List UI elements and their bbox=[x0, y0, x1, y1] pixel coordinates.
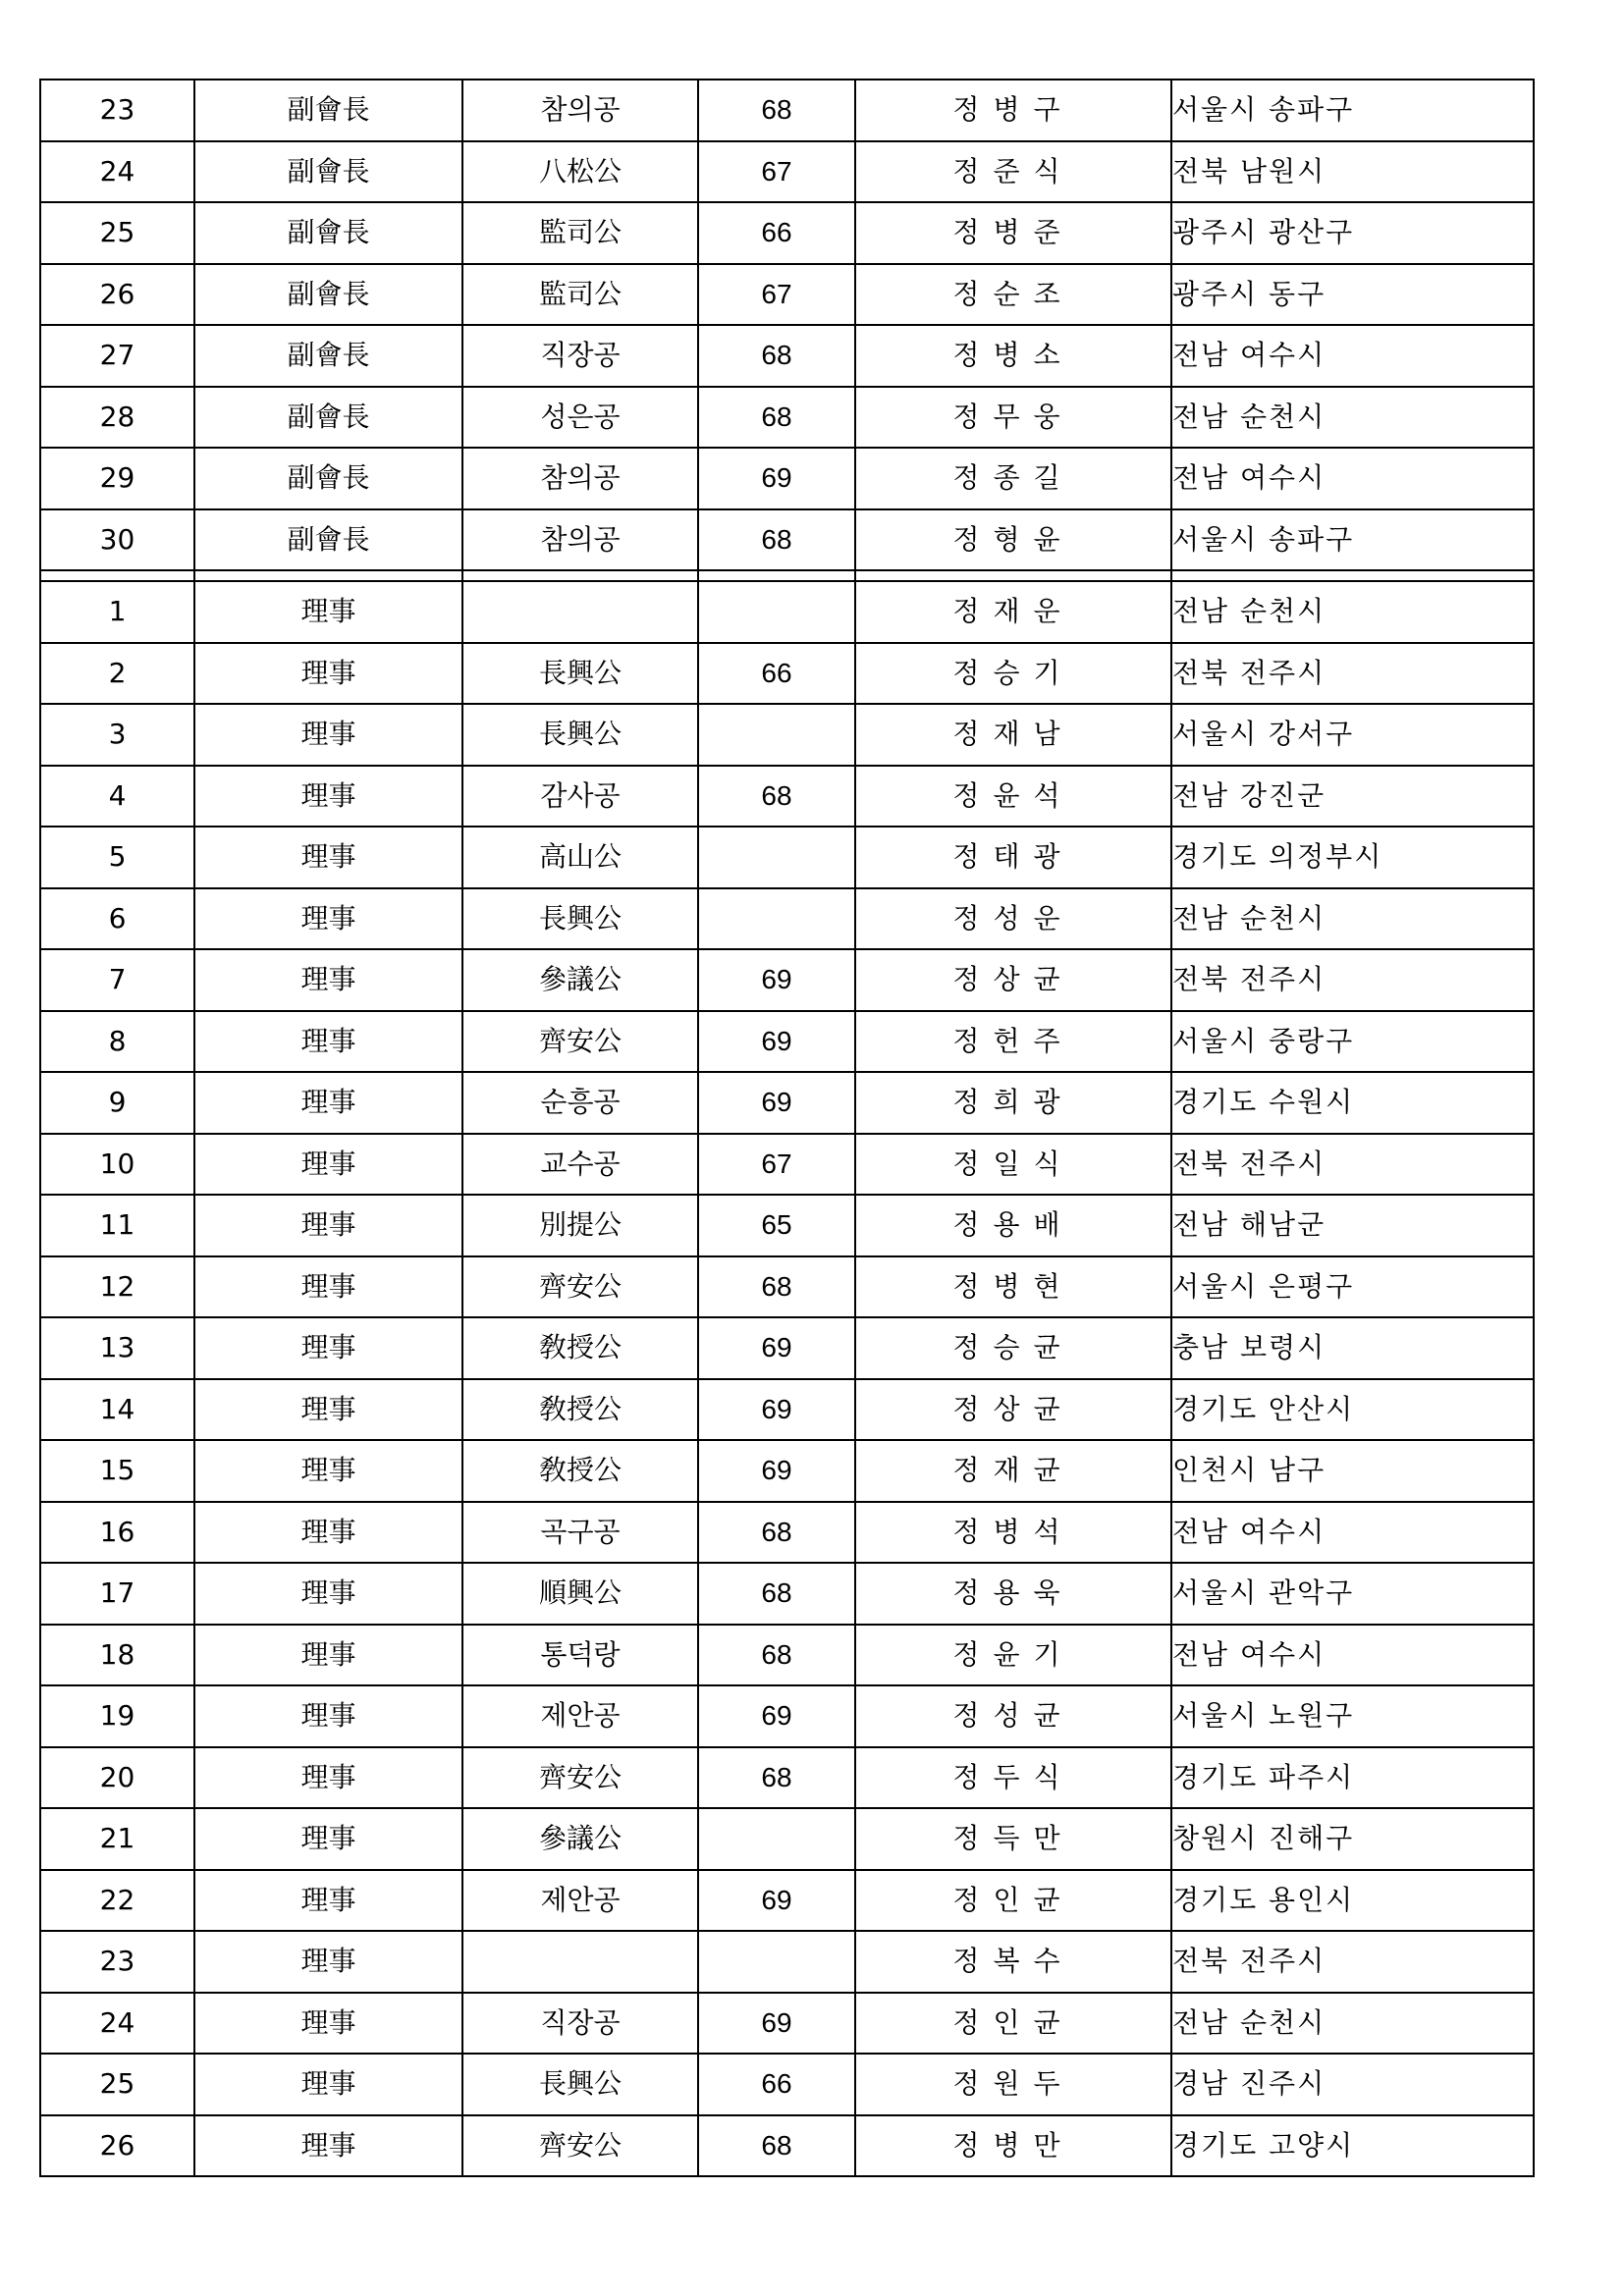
roster-body bbox=[40, 80, 1534, 2176]
address-cell: 경남 진주시 bbox=[1171, 2054, 1534, 2115]
position-cell: 理事 bbox=[194, 1440, 462, 1502]
name-cell: 정성균 bbox=[855, 1685, 1171, 1747]
address-cell: 경기도 수원시 bbox=[1171, 1072, 1534, 1134]
row-number: 10 bbox=[40, 1134, 194, 1196]
generation-cell: 68 bbox=[698, 2115, 855, 2177]
generation-cell: 65 bbox=[698, 1195, 855, 1256]
generation-cell: 68 bbox=[698, 387, 855, 449]
position-cell: 理事 bbox=[194, 1685, 462, 1747]
position-cell: 理事 bbox=[194, 704, 462, 766]
address-cell: 전남 순천시 bbox=[1171, 888, 1534, 950]
row-number: 26 bbox=[40, 2115, 194, 2177]
branch-cell: 齊安公 bbox=[462, 1747, 698, 1809]
name-cell: 정상균 bbox=[855, 949, 1171, 1011]
branch-cell: 교수공 bbox=[462, 1134, 698, 1196]
generation-cell: 69 bbox=[698, 1072, 855, 1134]
table-row bbox=[40, 1747, 1534, 1809]
position-cell: 理事 bbox=[194, 1625, 462, 1686]
position-cell: 理事 bbox=[194, 1563, 462, 1625]
position-cell: 理事 bbox=[194, 2115, 462, 2177]
table-row bbox=[40, 704, 1534, 766]
name-cell: 정윤기 bbox=[855, 1625, 1171, 1686]
table-row bbox=[40, 509, 1534, 571]
generation-cell bbox=[698, 1808, 855, 1870]
position-cell: 理事 bbox=[194, 1379, 462, 1441]
position-cell: 理事 bbox=[194, 581, 462, 643]
table-row bbox=[40, 827, 1534, 888]
position-cell: 理事 bbox=[194, 1011, 462, 1073]
name-cell: 정병구 bbox=[855, 80, 1171, 141]
branch-cell: 參議公 bbox=[462, 1808, 698, 1870]
position-cell: 理事 bbox=[194, 1870, 462, 1932]
row-number: 14 bbox=[40, 1379, 194, 1441]
divider-cell bbox=[855, 570, 1171, 581]
branch-cell: 敎授公 bbox=[462, 1379, 698, 1441]
table-row bbox=[40, 1808, 1534, 1870]
position-cell: 理事 bbox=[194, 643, 462, 705]
generation-cell: 68 bbox=[698, 1563, 855, 1625]
position-cell: 理事 bbox=[194, 1931, 462, 1993]
name-cell: 정재균 bbox=[855, 1440, 1171, 1502]
branch-cell: 齊安公 bbox=[462, 1256, 698, 1318]
table-row bbox=[40, 387, 1534, 449]
generation-cell: 69 bbox=[698, 1993, 855, 2055]
generation-cell: 68 bbox=[698, 325, 855, 387]
name-cell: 정복수 bbox=[855, 1931, 1171, 1993]
branch-cell: 八松公 bbox=[462, 141, 698, 203]
row-number: 25 bbox=[40, 202, 194, 264]
position-cell: 理事 bbox=[194, 1808, 462, 1870]
address-cell: 서울시 중랑구 bbox=[1171, 1011, 1534, 1073]
generation-cell: 69 bbox=[698, 448, 855, 509]
address-cell: 전남 순천시 bbox=[1171, 387, 1534, 449]
branch-cell: 제안공 bbox=[462, 1870, 698, 1932]
position-cell: 副會長 bbox=[194, 448, 462, 509]
address-cell: 서울시 송파구 bbox=[1171, 80, 1534, 141]
table-row bbox=[40, 1870, 1534, 1932]
row-number: 19 bbox=[40, 1685, 194, 1747]
address-cell: 광주시 광산구 bbox=[1171, 202, 1534, 264]
branch-cell: 監司公 bbox=[462, 202, 698, 264]
table-row bbox=[40, 1685, 1534, 1747]
row-number: 1 bbox=[40, 581, 194, 643]
table-row bbox=[40, 949, 1534, 1011]
address-cell: 서울시 은평구 bbox=[1171, 1256, 1534, 1318]
row-number: 16 bbox=[40, 1502, 194, 1564]
generation-cell: 66 bbox=[698, 202, 855, 264]
name-cell: 정병준 bbox=[855, 202, 1171, 264]
generation-cell: 68 bbox=[698, 80, 855, 141]
row-number: 24 bbox=[40, 1993, 194, 2055]
table-row bbox=[40, 888, 1534, 950]
row-number: 11 bbox=[40, 1195, 194, 1256]
generation-cell: 66 bbox=[698, 2054, 855, 2115]
row-number: 2 bbox=[40, 643, 194, 705]
divider-cell bbox=[1171, 570, 1534, 581]
address-cell: 인천시 남구 bbox=[1171, 1440, 1534, 1502]
row-number: 6 bbox=[40, 888, 194, 950]
address-cell: 서울시 강서구 bbox=[1171, 704, 1534, 766]
table-row bbox=[40, 448, 1534, 509]
table-row bbox=[40, 1011, 1534, 1073]
table-row bbox=[40, 1134, 1534, 1196]
divider-cell bbox=[40, 570, 194, 581]
name-cell: 정승기 bbox=[855, 643, 1171, 705]
branch-cell: 敎授公 bbox=[462, 1440, 698, 1502]
address-cell: 서울시 노원구 bbox=[1171, 1685, 1534, 1747]
address-cell: 전남 순천시 bbox=[1171, 581, 1534, 643]
address-cell: 전북 전주시 bbox=[1171, 1134, 1534, 1196]
table-row bbox=[40, 1931, 1534, 1993]
table-row bbox=[40, 141, 1534, 203]
position-cell: 理事 bbox=[194, 949, 462, 1011]
row-number: 30 bbox=[40, 509, 194, 571]
branch-cell: 長興公 bbox=[462, 888, 698, 950]
row-number: 26 bbox=[40, 264, 194, 326]
name-cell: 정두식 bbox=[855, 1747, 1171, 1809]
table-row bbox=[40, 80, 1534, 141]
branch-cell: 參議公 bbox=[462, 949, 698, 1011]
row-number: 8 bbox=[40, 1011, 194, 1073]
table-row bbox=[40, 1625, 1534, 1686]
name-cell: 정병만 bbox=[855, 2115, 1171, 2177]
row-number: 18 bbox=[40, 1625, 194, 1686]
row-number: 27 bbox=[40, 325, 194, 387]
branch-cell: 순흥공 bbox=[462, 1072, 698, 1134]
row-number: 17 bbox=[40, 1563, 194, 1625]
address-cell: 전북 남원시 bbox=[1171, 141, 1534, 203]
address-cell: 서울시 송파구 bbox=[1171, 509, 1534, 571]
position-cell: 理事 bbox=[194, 1195, 462, 1256]
position-cell: 副會長 bbox=[194, 325, 462, 387]
name-cell: 정상균 bbox=[855, 1379, 1171, 1441]
table-row bbox=[40, 1440, 1534, 1502]
member-roster-table bbox=[39, 79, 1535, 2177]
branch-cell: 곡구공 bbox=[462, 1502, 698, 1564]
row-number: 23 bbox=[40, 80, 194, 141]
branch-cell: 監司公 bbox=[462, 264, 698, 326]
generation-cell: 68 bbox=[698, 1502, 855, 1564]
row-number: 4 bbox=[40, 766, 194, 828]
name-cell: 정헌주 bbox=[855, 1011, 1171, 1073]
address-cell: 전남 여수시 bbox=[1171, 1502, 1534, 1564]
table-row bbox=[40, 1993, 1534, 2055]
position-cell: 理事 bbox=[194, 1072, 462, 1134]
row-number: 21 bbox=[40, 1808, 194, 1870]
table-row bbox=[40, 1072, 1534, 1134]
branch-cell: 제안공 bbox=[462, 1685, 698, 1747]
name-cell: 정무웅 bbox=[855, 387, 1171, 449]
name-cell: 정성운 bbox=[855, 888, 1171, 950]
branch-cell: 敎授公 bbox=[462, 1317, 698, 1379]
table-row bbox=[40, 1256, 1534, 1318]
name-cell: 정윤석 bbox=[855, 766, 1171, 828]
address-cell: 광주시 동구 bbox=[1171, 264, 1534, 326]
generation-cell: 69 bbox=[698, 949, 855, 1011]
branch-cell: 齊安公 bbox=[462, 2115, 698, 2177]
name-cell: 정태광 bbox=[855, 827, 1171, 888]
position-cell: 理事 bbox=[194, 1317, 462, 1379]
address-cell: 전북 전주시 bbox=[1171, 643, 1534, 705]
branch-cell: 성은공 bbox=[462, 387, 698, 449]
address-cell: 경기도 고양시 bbox=[1171, 2115, 1534, 2177]
row-number: 7 bbox=[40, 949, 194, 1011]
row-number: 24 bbox=[40, 141, 194, 203]
row-number: 15 bbox=[40, 1440, 194, 1502]
generation-cell: 69 bbox=[698, 1379, 855, 1441]
position-cell: 理事 bbox=[194, 827, 462, 888]
row-number: 3 bbox=[40, 704, 194, 766]
table-row bbox=[40, 2115, 1534, 2177]
name-cell: 정득만 bbox=[855, 1808, 1171, 1870]
generation-cell bbox=[698, 888, 855, 950]
name-cell: 정용배 bbox=[855, 1195, 1171, 1256]
name-cell: 정종길 bbox=[855, 448, 1171, 509]
generation-cell: 67 bbox=[698, 141, 855, 203]
generation-cell: 68 bbox=[698, 1747, 855, 1809]
name-cell: 정일식 bbox=[855, 1134, 1171, 1196]
address-cell: 서울시 관악구 bbox=[1171, 1563, 1534, 1625]
name-cell: 정인균 bbox=[855, 1870, 1171, 1932]
divider-cell bbox=[194, 570, 462, 581]
row-number: 20 bbox=[40, 1747, 194, 1809]
address-cell: 충남 보령시 bbox=[1171, 1317, 1534, 1379]
name-cell: 정재운 bbox=[855, 581, 1171, 643]
address-cell: 전남 해남군 bbox=[1171, 1195, 1534, 1256]
table-row bbox=[40, 2054, 1534, 2115]
name-cell: 정병현 bbox=[855, 1256, 1171, 1318]
table-row bbox=[40, 1563, 1534, 1625]
position-cell: 理事 bbox=[194, 1747, 462, 1809]
position-cell: 副會長 bbox=[194, 141, 462, 203]
branch-cell: 참의공 bbox=[462, 448, 698, 509]
position-cell: 副會長 bbox=[194, 387, 462, 449]
table-row bbox=[40, 325, 1534, 387]
name-cell: 정재남 bbox=[855, 704, 1171, 766]
table-row bbox=[40, 1379, 1534, 1441]
position-cell: 理事 bbox=[194, 1993, 462, 2055]
position-cell: 理事 bbox=[194, 1502, 462, 1564]
position-cell: 副會長 bbox=[194, 80, 462, 141]
position-cell: 副會長 bbox=[194, 264, 462, 326]
table-row bbox=[40, 581, 1534, 643]
table-row bbox=[40, 202, 1534, 264]
generation-cell: 68 bbox=[698, 509, 855, 571]
branch-cell: 長興公 bbox=[462, 704, 698, 766]
table-row bbox=[40, 643, 1534, 705]
row-number: 23 bbox=[40, 1931, 194, 1993]
generation-cell bbox=[698, 581, 855, 643]
row-number: 29 bbox=[40, 448, 194, 509]
generation-cell bbox=[698, 704, 855, 766]
name-cell: 정순조 bbox=[855, 264, 1171, 326]
generation-cell: 68 bbox=[698, 766, 855, 828]
branch-cell: 別提公 bbox=[462, 1195, 698, 1256]
table-row bbox=[40, 1195, 1534, 1256]
branch-cell: 齊安公 bbox=[462, 1011, 698, 1073]
position-cell: 理事 bbox=[194, 2054, 462, 2115]
divider-cell bbox=[698, 570, 855, 581]
generation-cell bbox=[698, 827, 855, 888]
name-cell: 정승균 bbox=[855, 1317, 1171, 1379]
table-row bbox=[40, 264, 1534, 326]
name-cell: 정인균 bbox=[855, 1993, 1171, 2055]
generation-cell: 68 bbox=[698, 1625, 855, 1686]
address-cell: 전북 전주시 bbox=[1171, 949, 1534, 1011]
address-cell: 전남 여수시 bbox=[1171, 448, 1534, 509]
row-number: 25 bbox=[40, 2054, 194, 2115]
generation-cell: 67 bbox=[698, 264, 855, 326]
name-cell: 정희광 bbox=[855, 1072, 1171, 1134]
branch-cell: 長興公 bbox=[462, 643, 698, 705]
branch-cell: 직장공 bbox=[462, 325, 698, 387]
generation-cell: 68 bbox=[698, 1256, 855, 1318]
row-number: 13 bbox=[40, 1317, 194, 1379]
branch-cell: 참의공 bbox=[462, 509, 698, 571]
position-cell: 副會長 bbox=[194, 509, 462, 571]
position-cell: 理事 bbox=[194, 888, 462, 950]
name-cell: 정용욱 bbox=[855, 1563, 1171, 1625]
divider-cell bbox=[462, 570, 698, 581]
generation-cell: 69 bbox=[698, 1440, 855, 1502]
row-number: 12 bbox=[40, 1256, 194, 1318]
address-cell: 전남 여수시 bbox=[1171, 1625, 1534, 1686]
generation-cell: 69 bbox=[698, 1685, 855, 1747]
name-cell: 정원두 bbox=[855, 2054, 1171, 2115]
generation-cell: 66 bbox=[698, 643, 855, 705]
branch-cell: 高山公 bbox=[462, 827, 698, 888]
row-number: 5 bbox=[40, 827, 194, 888]
address-cell: 전남 강진군 bbox=[1171, 766, 1534, 828]
generation-cell: 69 bbox=[698, 1011, 855, 1073]
address-cell: 경기도 용인시 bbox=[1171, 1870, 1534, 1932]
row-number: 22 bbox=[40, 1870, 194, 1932]
address-cell: 경기도 파주시 bbox=[1171, 1747, 1534, 1809]
generation-cell bbox=[698, 1931, 855, 1993]
branch-cell: 통덕랑 bbox=[462, 1625, 698, 1686]
position-cell: 理事 bbox=[194, 1134, 462, 1196]
table-row bbox=[40, 1317, 1534, 1379]
branch-cell: 참의공 bbox=[462, 80, 698, 141]
row-number: 9 bbox=[40, 1072, 194, 1134]
address-cell: 창원시 진해구 bbox=[1171, 1808, 1534, 1870]
branch-cell: 長興公 bbox=[462, 2054, 698, 2115]
section-divider bbox=[40, 570, 1534, 581]
branch-cell: 順興公 bbox=[462, 1563, 698, 1625]
name-cell: 정준식 bbox=[855, 141, 1171, 203]
table-row bbox=[40, 766, 1534, 828]
branch-cell: 직장공 bbox=[462, 1993, 698, 2055]
generation-cell: 69 bbox=[698, 1317, 855, 1379]
row-number: 28 bbox=[40, 387, 194, 449]
address-cell: 전북 전주시 bbox=[1171, 1931, 1534, 1993]
name-cell: 정병석 bbox=[855, 1502, 1171, 1564]
branch-cell bbox=[462, 1931, 698, 1993]
position-cell: 理事 bbox=[194, 1256, 462, 1318]
address-cell: 전남 순천시 bbox=[1171, 1993, 1534, 2055]
address-cell: 전남 여수시 bbox=[1171, 325, 1534, 387]
table-row bbox=[40, 1502, 1534, 1564]
generation-cell: 69 bbox=[698, 1870, 855, 1932]
name-cell: 정형윤 bbox=[855, 509, 1171, 571]
branch-cell bbox=[462, 581, 698, 643]
name-cell: 정병소 bbox=[855, 325, 1171, 387]
branch-cell: 감사공 bbox=[462, 766, 698, 828]
address-cell: 경기도 안산시 bbox=[1171, 1379, 1534, 1441]
position-cell: 理事 bbox=[194, 766, 462, 828]
position-cell: 副會長 bbox=[194, 202, 462, 264]
address-cell: 경기도 의정부시 bbox=[1171, 827, 1534, 888]
generation-cell: 67 bbox=[698, 1134, 855, 1196]
